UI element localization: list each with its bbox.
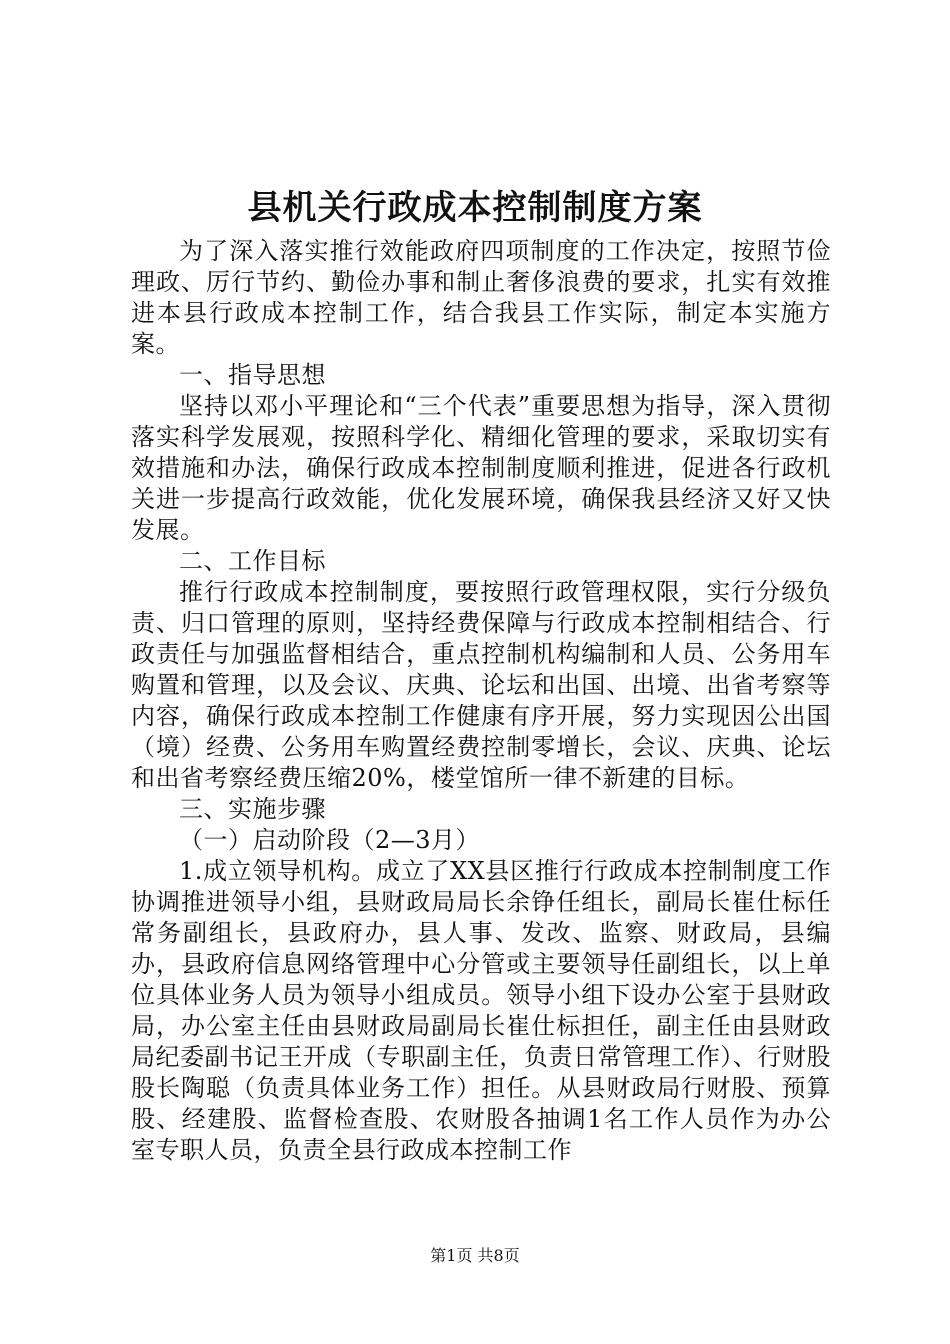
document-body — [131, 236, 831, 1166]
section-heading-work-goals: 二、工作目标 — [179, 547, 326, 575]
subsection-heading-launch-phase: （一）启动阶段（2—3月） — [179, 826, 481, 854]
section-heading-implementation-steps: 三、实施步骤 — [179, 795, 326, 823]
intro-paragraph: 为了深入落实推行效能政府四项制度的工作决定，按照节俭理政、厉行节约、勤俭办事和制止奢侈浪费的要求，扎实有效推进本县行政成本控制工作，结合我县工作实际，制定本实施方案。 — [131, 237, 831, 358]
page-footer: 第1页 共8页 — [430, 1246, 520, 1265]
work-goals-paragraph: 推行行政成本控制制度，要按照行政管理权限，实行分级负责、归口管理的原则，坚持经费保障与行政成本控制相结合、行政责任与加强监督相结合，重点控制机构编制和人员、公务用车购置和管理，以及会议、庆典、论坛和出国、出境、出省考察等内容，确保行政成本控制工作健康有序开展，努力实现因公出国（境）经费、公务用车购置经费控制零增长，会议、庆典、论坛和出省考察经费压缩20%，楼堂馆所一律不新建的目标。 — [131, 578, 831, 792]
launch-phase-paragraph: 1.成立领导机构。成立了XX县区推行行政成本控制制度工作协调推进领导小组，县财政局局长余铮任组长，副局长崔仕标任常务副组长，县政府办，县人事、发改、监察、财政局，县编办，县政府信息网络管理中心分管或主要领导任副组长，以上单位具体业务人员为领导小组成员。领导小组下设办公室于县财政局，办公室主任由县财政局副局长崔仕标担任，副主任由县财政局纪委副书记王开成（专职副主任，负责日常管理工作）、行财股股长陶聪（负责具体业务工作）担任。从县财政局行财股、预算股、经建股、监督检查股、农财股各抽调1名工作人员作为办公室专职人员，负责全县行政成本控制工作 — [131, 857, 831, 1164]
document-title: 县机关行政成本控制制度方案 — [247, 188, 703, 228]
section-heading-guiding-thought: 一、指导思想 — [179, 361, 326, 389]
guiding-thought-paragraph: 坚持以邓小平理论和“三个代表”重要思想为指导，深入贯彻落实科学发展观，按照科学化、精细化管理的要求，采取切实有效措施和办法，确保行政成本控制制度顺利推进，促进各行政机关进一步提高行政效能，优化发展环境，确保我县经济又好又快发展。 — [131, 392, 831, 544]
